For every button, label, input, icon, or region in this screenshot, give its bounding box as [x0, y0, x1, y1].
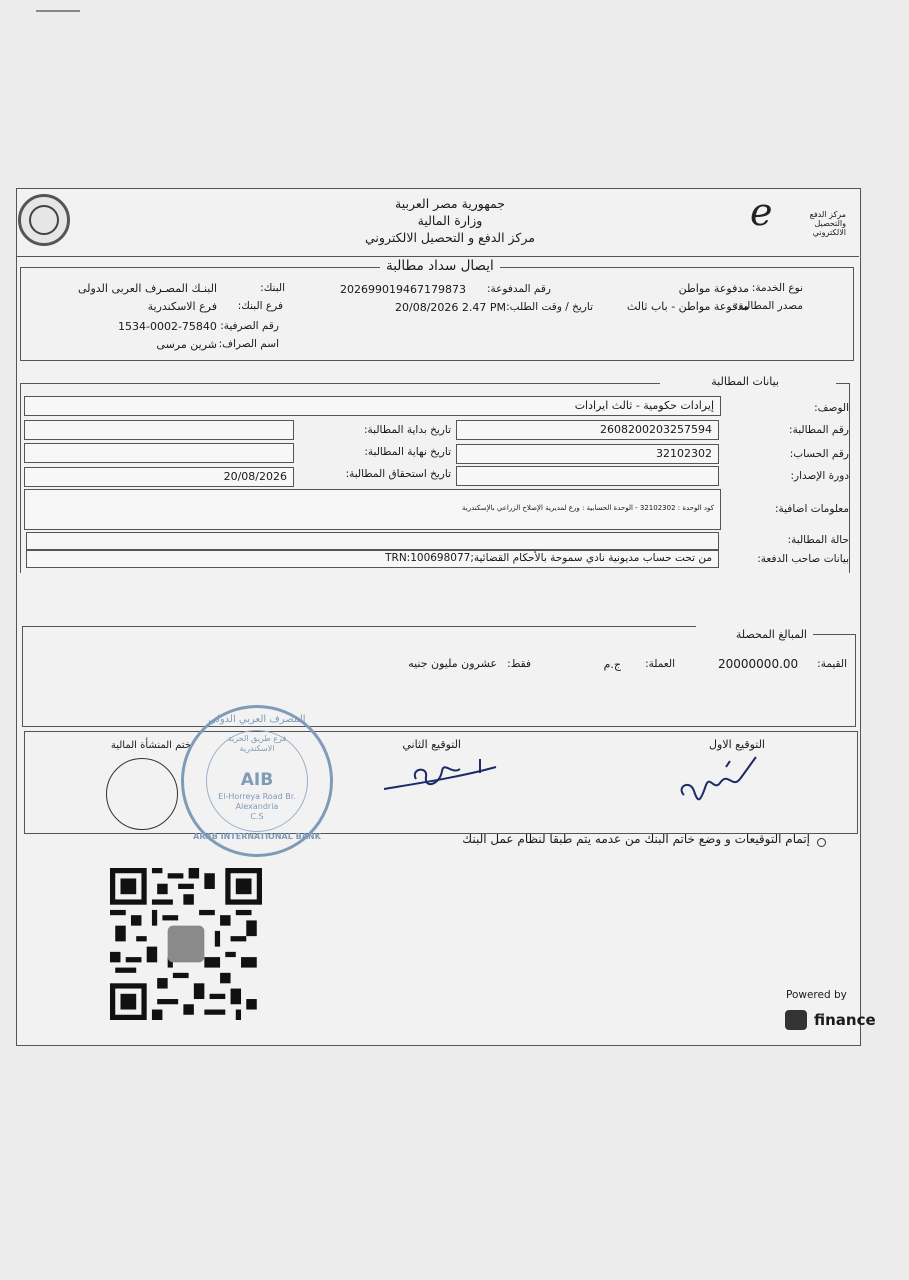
- account-no-field: 32102302: [456, 444, 719, 464]
- stamp-bank-ar: المصرف العربي الدولي: [208, 714, 306, 725]
- note-bullet-icon: [817, 838, 826, 847]
- words-value: عشرون مليون جنيه: [408, 657, 497, 670]
- first-signature: [670, 745, 770, 810]
- payment-no-label: رقم المدفوعة:: [487, 283, 551, 295]
- due-date-field: 20/08/2026: [24, 467, 294, 487]
- bank-stamp: [181, 705, 333, 857]
- issue-cycle-label: دورة الإصدار:: [790, 470, 849, 482]
- start-date-label: تاريخ بداية المطالبة:: [363, 424, 451, 436]
- amounts-section-title: المبالغ المحصلة: [730, 628, 813, 641]
- teller-no-label: رقم الصرفية:: [220, 320, 279, 332]
- stamp-logo: AIB: [240, 770, 274, 790]
- bank-value: البنـك المصـرف العربى الدولى: [77, 282, 217, 295]
- request-date-value: 20/08/2026 2.47 PM: [395, 301, 507, 314]
- teller-no-value: 1534-0002-75840: [118, 320, 217, 333]
- extra-info-field: كود الوحدة : 32102302 - الوحدة الحسابية : ورع لمديرية الإصلاح الزراعي بالإسكندرية: [24, 489, 721, 530]
- header-country: جمهورية مصر العربية: [395, 196, 505, 211]
- claim-source-label: مصدر المطالبة:: [734, 300, 803, 312]
- header-ministry: وزارة المالية: [417, 213, 483, 228]
- request-date-label: تاريخ / وقت الطلب:: [506, 301, 593, 313]
- receipt-title: ايصال سداد مطالبة: [380, 258, 500, 274]
- payer-field: من تحت حساب مديونية نادي سموحة بالأحكام القضائية;TRN:100698077: [26, 550, 719, 568]
- start-date-field: [24, 420, 294, 440]
- amounts-line: [22, 626, 696, 627]
- end-date-field: [24, 443, 294, 463]
- description-field: إيرادات حكومية - ثالث ايرادات: [24, 396, 721, 416]
- epayment-logo: [748, 190, 848, 238]
- currency-label: العملة:: [645, 658, 675, 670]
- second-signature: [380, 755, 500, 795]
- payment-no-value: 202699019467179873: [340, 283, 466, 296]
- header-center: مركز الدفع و التحصيل الالكتروني: [365, 230, 535, 245]
- stamp-circle: [106, 758, 178, 830]
- page-mark: [36, 10, 80, 12]
- stamp-branch-ar: فرع طريق الحرية الاسكندرية: [227, 734, 287, 753]
- first-signature-label: التوقيع الاول: [709, 738, 765, 751]
- stamp-bank-en: ARAB INTERNATIONAL BANK: [193, 832, 321, 841]
- words-label: فقط:: [507, 658, 531, 670]
- stamp-code: C.S: [250, 812, 264, 821]
- description-label: الوصف:: [814, 402, 849, 414]
- end-date-label: تاريخ نهاية المطالبة:: [364, 446, 451, 458]
- currency-value: ج.م: [603, 658, 621, 671]
- finance-brand: finance: [814, 1011, 876, 1029]
- powered-by: Powered by: [786, 989, 847, 1001]
- stamp-address-2: Alexandria: [235, 802, 279, 811]
- teller-name-label: اسم الصراف:: [218, 338, 279, 350]
- stamp-address-1: El-Horreya Road Br.: [218, 792, 296, 801]
- claim-section-title: بيانات المطالبة: [705, 375, 785, 388]
- issue-cycle-field: [456, 466, 719, 486]
- second-signature-label: التوقيع الثاني: [402, 738, 461, 751]
- teller-name-value: شرين مرسى: [156, 338, 217, 351]
- stamp-label: ختم المنشأة المالية: [110, 740, 191, 751]
- payer-label: بيانات صاحب الدفعة:: [757, 553, 849, 565]
- claim-no-label: رقم المطالبة:: [789, 424, 849, 436]
- claim-source-value: مدفوعة مواطن - باب ثالث: [626, 300, 749, 313]
- government-emblem-icon: [18, 194, 70, 246]
- service-type-label: نوع الخدمة:: [751, 282, 803, 294]
- account-no-label: رقم الحساب:: [789, 448, 849, 460]
- finance-logo-icon: [785, 1010, 807, 1030]
- claim-no-field: 2608200203257594: [456, 420, 719, 440]
- qr-code: [110, 868, 262, 1020]
- due-date-label: تاريخ استحقاق المطالبة:: [345, 468, 451, 480]
- branch-label: فرع البنك:: [237, 300, 283, 312]
- service-type-value: مدفوعة مواطن: [678, 282, 749, 295]
- extra-info-label: معلومات اضافية:: [774, 503, 849, 515]
- status-field: [26, 532, 719, 550]
- branch-value: فرع الاسكندرية: [147, 300, 217, 313]
- e-logo-icon: e: [750, 190, 773, 234]
- logo-text: مركز الدفع والتحصيل الالكتروني: [809, 210, 846, 237]
- amount-value: 20000000.00: [718, 657, 799, 671]
- bank-label: البنك:: [260, 282, 285, 294]
- note-text: إتمام التوقيعات و وضع خاتم البنك من عدمه يتم طبقا لنظام عمل البنك: [462, 832, 810, 846]
- claim-section-line: [20, 383, 660, 384]
- amount-value-label: القيمة:: [817, 658, 847, 670]
- status-label: حالة المطالبة:: [787, 534, 849, 546]
